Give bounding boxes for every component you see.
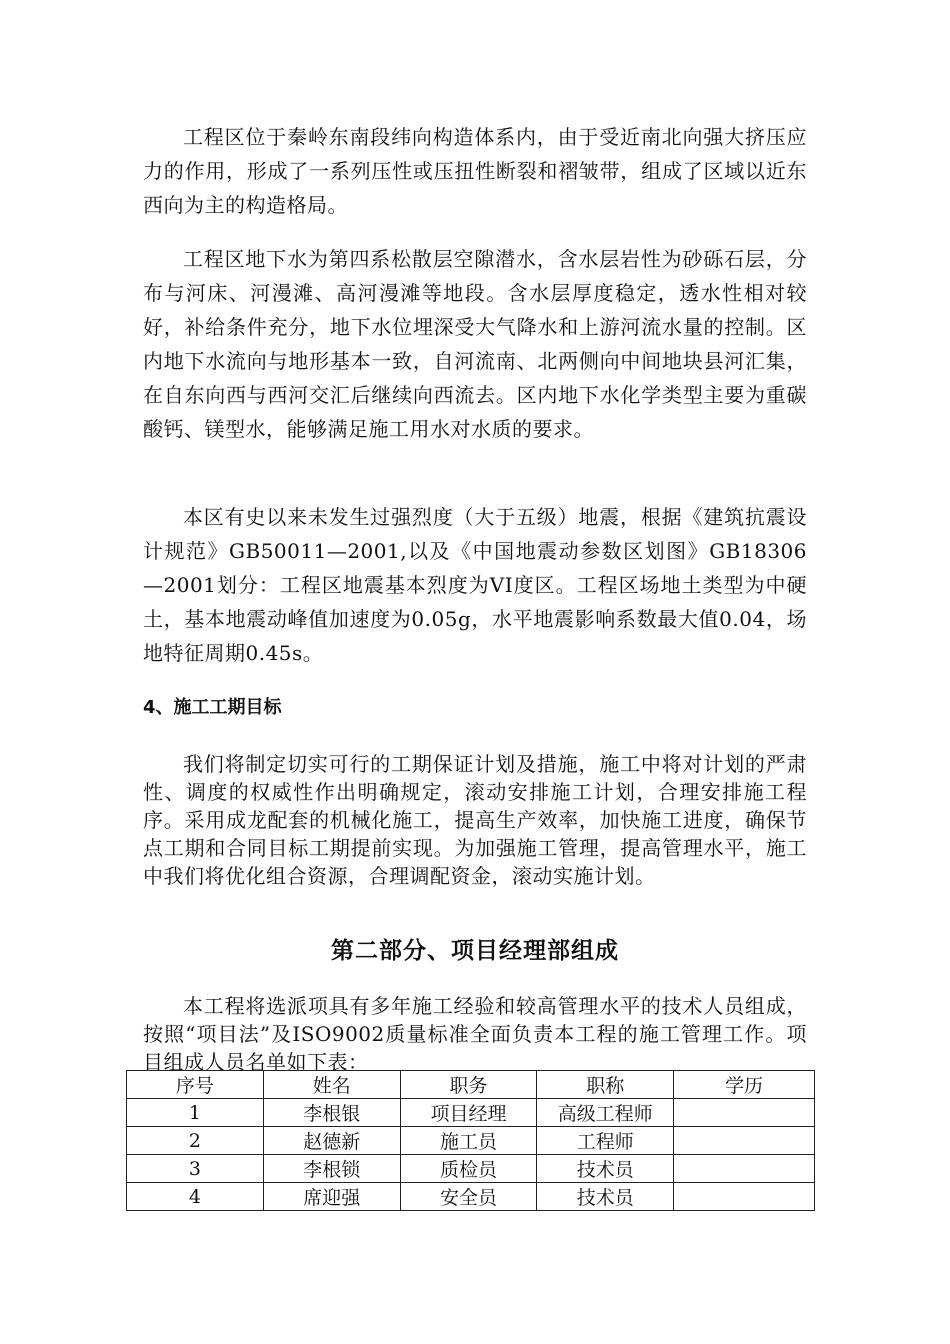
schedule-heading: 4、施工工期目标 — [143, 697, 282, 718]
cell-position: 施工员 — [400, 1127, 537, 1155]
table-row — [127, 1183, 815, 1211]
header-position: 职务 — [400, 1071, 537, 1099]
cell-name: 李根锁 — [263, 1155, 400, 1183]
cell-index: 3 — [127, 1155, 264, 1183]
staff-intro-paragraph: 本工程将选派项具有多年施工经验和较高管理水平的技术人员组成，按照“项目法”及ISO9002质量标准全面负责本工程的施工管理工作。项目组成人员名单如下表： — [143, 994, 807, 1074]
groundwater-paragraph: 工程区地下水为第四系松散层空隙潜水，含水层岩性为砂砾石层，分布与河床、河漫滩、高河漫滩等地段。含水层厚度稳定，透水性相对较好，补给条件充分，地下水位埋深受大气降水和上游河流水量的控制。区内地下水流向与地形基本一致，自河流南、北两侧向中间地块县河汇集，在自东向西与西河交汇后继续向西流去。区内地下水化学类型主要为重碳酸钙、镁型水，能够满足施工用水对水质的要求。 — [143, 247, 807, 441]
header-index: 序号 — [127, 1071, 264, 1099]
schedule-paragraph: 我们将制定切实可行的工期保证计划及措施，施工中将对计划的严肃性、调度的权威性作出明确规定，滚动安排施工计划，合理安排施工程序。采用成龙配套的机械化施工，提高生产效率，加快施工进度，确保节点工期和合同目标工期提前实现。为加强施工管理，提高管理水平，施工中我们将优化组合资源，合理调配资金，滚动实施计划。 — [143, 752, 807, 888]
cell-index: 2 — [127, 1127, 264, 1155]
cell-index: 4 — [127, 1183, 264, 1211]
cell-name: 席迎强 — [263, 1183, 400, 1211]
header-name: 姓名 — [263, 1071, 400, 1099]
cell-position: 质检员 — [400, 1155, 537, 1183]
cell-education — [674, 1183, 815, 1211]
cell-education — [674, 1127, 815, 1155]
header-education: 学历 — [674, 1071, 815, 1099]
cell-title: 技术员 — [537, 1155, 674, 1183]
table-row — [127, 1099, 815, 1127]
cell-title: 技术员 — [537, 1183, 674, 1211]
cell-title: 高级工程师 — [537, 1099, 674, 1127]
cell-title: 工程师 — [537, 1127, 674, 1155]
cell-education — [674, 1155, 815, 1183]
part-two-title: 第二部分、项目经理部组成 — [331, 937, 619, 964]
cell-index: 1 — [127, 1099, 264, 1127]
geology-paragraph: 工程区位于秦岭东南段纬向构造体系内，由于受近南北向强大挤压应力的作用，形成了一系列压性或压扭性断裂和褶皱带，组成了区域以近东西向为主的构造格局。 — [143, 125, 807, 217]
cell-education — [674, 1099, 815, 1127]
cell-position: 安全员 — [400, 1183, 537, 1211]
table-row — [127, 1155, 815, 1183]
staff-table — [126, 1070, 815, 1211]
cell-position: 项目经理 — [400, 1099, 537, 1127]
table-row — [127, 1127, 815, 1155]
header-title: 职称 — [537, 1071, 674, 1099]
seismic-paragraph: 本区有史以来未发生过强烈度（大于五级）地震，根据《建筑抗震设计规范》GB50011—2001,以及《中国地震动参数区划图》GB18306—2001划分：工程区地震基本烈度为VI度区。工程区场地土类型为中硬土，基本地震动峰值加速度为0.05g，水平地震影响系数最大值0.04，场地特征周期0.45s。 — [143, 505, 807, 665]
cell-name: 赵德新 — [263, 1127, 400, 1155]
table-header-row — [127, 1071, 815, 1099]
cell-name: 李根银 — [263, 1099, 400, 1127]
